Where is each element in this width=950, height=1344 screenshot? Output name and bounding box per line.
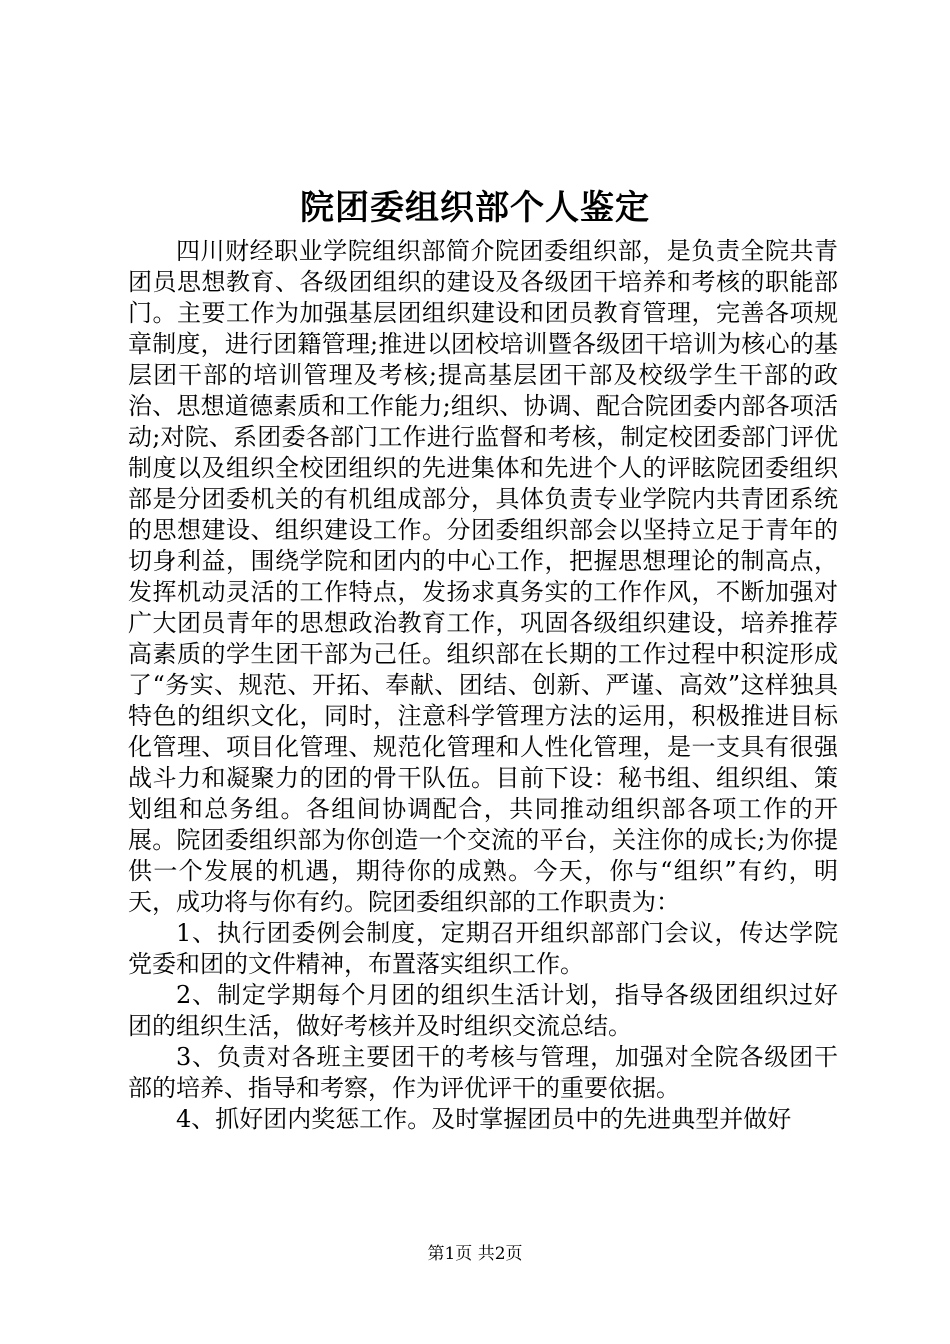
intro-paragraph: 四川财经职业学院组织部简介院团委组织部，是负责全院共青团员思想教育、各级团组织的建设及各级团干培养和考核的职能部门。主要工作为加强基层团组织建设和团员教育管理，完善各项规章制度，进行团籍管理;推进以团校培训暨各级团干培训为核心的基层团干部的培训管理及考核;提高基层团干部及校级学生干部的政治、思想道德素质和工作能力;组织、协调、配合院团委内部各项活动;对院、系团委各部门工作进行监督和考核，制定校团委部门评优制度以及组织全校团组织的先进集体和先进个人的评眩院团委组织部是分团委机关的有机组成部分，具体负责专业学院内共青团系统的思想建设、组织建设工作。分团委组织部会以坚持立足于青年的切身利益，围绕学院和团内的中心工作，把握思想理论的制高点，发挥机动灵活的工作特点，发扬求真务实的工作作风，不断加强对广大团员青年的思想政治教育工作，巩固各级组织建设，培养推荐高素质的学生团干部为己任。组织部在长期的工作过程中积淀形成了“务实、规范、开拓、奉献、团结、创新、严谨、高效”这样独具特色的组织文化，同时，注意科学管理方法的运用，积极推进目标化管理、项目化管理、规范化管理和人性化管理，是一支具有很强战斗力和凝聚力的团的骨干队伍。目前下设：秘书组、组织组、策划组和总务组。各组间协调配合，共同推动组织部各项工作的开展。院团委组织部为你创造一个交流的平台，关注你的成长;为你提供一个发展的机遇，期待你的成熟。今天，你与“组织”有约，明天，成功将与你有约。院团委组织部的工作职责为： [128,237,838,916]
duty-item-4: 4、抓好团内奖惩工作。及时掌握团员中的先进典型并做好 [176,1105,792,1133]
page-number-footer: 第1页 共2页 [427,1244,523,1264]
duty-item-3: 3、负责对各班主要团干的考核与管理，加强对全院各级团干部的培养、指导和考察，作为评优评干的重要依据。 [128,1043,838,1102]
duty-item-1: 1、执行团委例会制度，定期召开组织部部门会议，传达学院党委和团的文件精神，布置落实组织工作。 [128,919,838,978]
document-title: 院团委组织部个人鉴定 [300,188,650,228]
duty-item-2: 2、制定学期每个月团的组织生活计划，指导各级团组织过好团的组织生活，做好考核并及时组织交流总结。 [128,981,838,1040]
document-body [128,236,838,1135]
